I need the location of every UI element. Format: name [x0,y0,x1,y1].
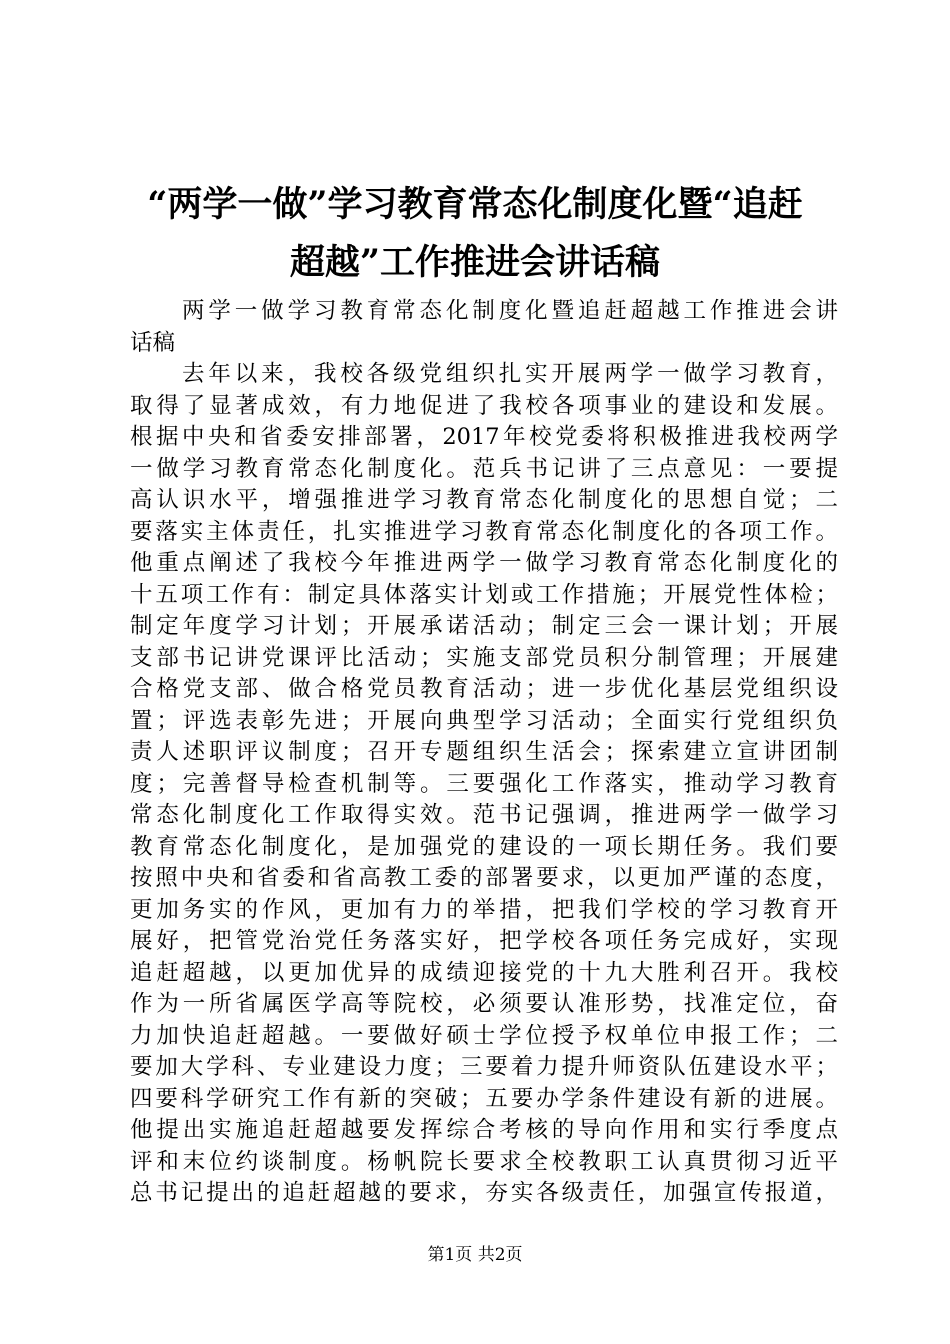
body-line: 作为一所省属医学高等院校，必须要认准形势，找准定位，奋 [130,991,838,1017]
body-line: 两学一做学习教育常态化制度化暨追赶超越工作推进会讲 [182,298,838,324]
body-line: 要加大学科、专业建设力度；三要着力提升师资队伍建设水平； [130,1054,838,1080]
body-line: 度；完善督导检查机制等。三要强化工作落实，推动学习教育 [130,770,838,797]
body-line: 支部书记讲党课评比活动；实施支部党员积分制管理；开展建 [130,644,838,671]
body-line: 一做学习教育常态化制度化。范兵书记讲了三点意见：一要提 [130,455,838,482]
body-line: 责人述职评议制度；召开专题组织生活会；探索建立宣讲团制 [130,739,838,765]
body-line: 十五项工作有：制定具体落实计划或工作措施；开展党性体检； [130,581,838,608]
body-line: 要落实主体责任，扎实推进学习教育常态化制度化的各项工作。 [130,518,838,545]
body-line: 他提出实施追赶超越要发挥综合考核的导向作用和实行季度点 [130,1117,838,1143]
title-line-2: 超越”工作推进会讲话稿 [289,242,661,283]
body-line: 总书记提出的追赶超越的要求，夯实各级责任，加强宣传报道， [130,1180,838,1206]
body-line: 按照中央和省委和省高教工委的部署要求，以更加严谨的态度， [130,865,838,891]
document-body [130,296,838,1210]
body-line: 四要科学研究工作有新的突破；五要办学条件建设有新的进展。 [130,1085,838,1112]
body-line: 合格党支部、做合格党员教育活动；进一步优化基层党组织设 [130,676,838,702]
body-line: 去年以来，我校各级党组织扎实开展两学一做学习教育， [182,361,838,387]
body-line: 评和末位约谈制度。杨帆院长要求全校教职工认真贯彻习近平 [130,1148,838,1175]
body-line: 更加务实的作风，更加有力的举措，把我们学校的学习教育开 [130,896,838,923]
body-line: 取得了显著成效，有力地促进了我校各项事业的建设和发展。 [130,392,838,419]
document-title [100,176,850,292]
body-line: 置；评选表彰先进；开展向典型学习活动；全面实行党组织负 [130,707,838,734]
title-line-1: “两学一做”学习教育常态化制度化暨“追赶 [147,184,803,225]
body-line: 他重点阐述了我校今年推进两学一做学习教育常态化制度化的 [130,550,838,576]
body-line: 教育常态化制度化，是加强党的建设的一项长期任务。我们要 [130,833,838,860]
body-line: 高认识水平，增强推进学习教育常态化制度化的思想自觉；二 [130,487,838,513]
page-number-footer: 第1页 共2页 [427,1245,523,1265]
body-line: 常态化制度化工作取得实效。范书记强调，推进两学一做学习 [130,802,838,828]
body-line: 力加快追赶超越。一要做好硕士学位授予权单位申报工作；二 [130,1022,838,1049]
body-line: 追赶超越，以更加优异的成绩迎接党的十九大胜利召开。我校 [130,959,838,986]
body-line: 话稿 [130,329,176,356]
body-line: 制定年度学习计划；开展承诺活动；制定三会一课计划；开展 [130,613,838,639]
body-line: 展好，把管党治党任务落实好，把学校各项任务完成好，实现 [130,928,838,954]
body-line: 根据中央和省委安排部署，2017年校党委将积极推进我校两学 [130,424,838,450]
